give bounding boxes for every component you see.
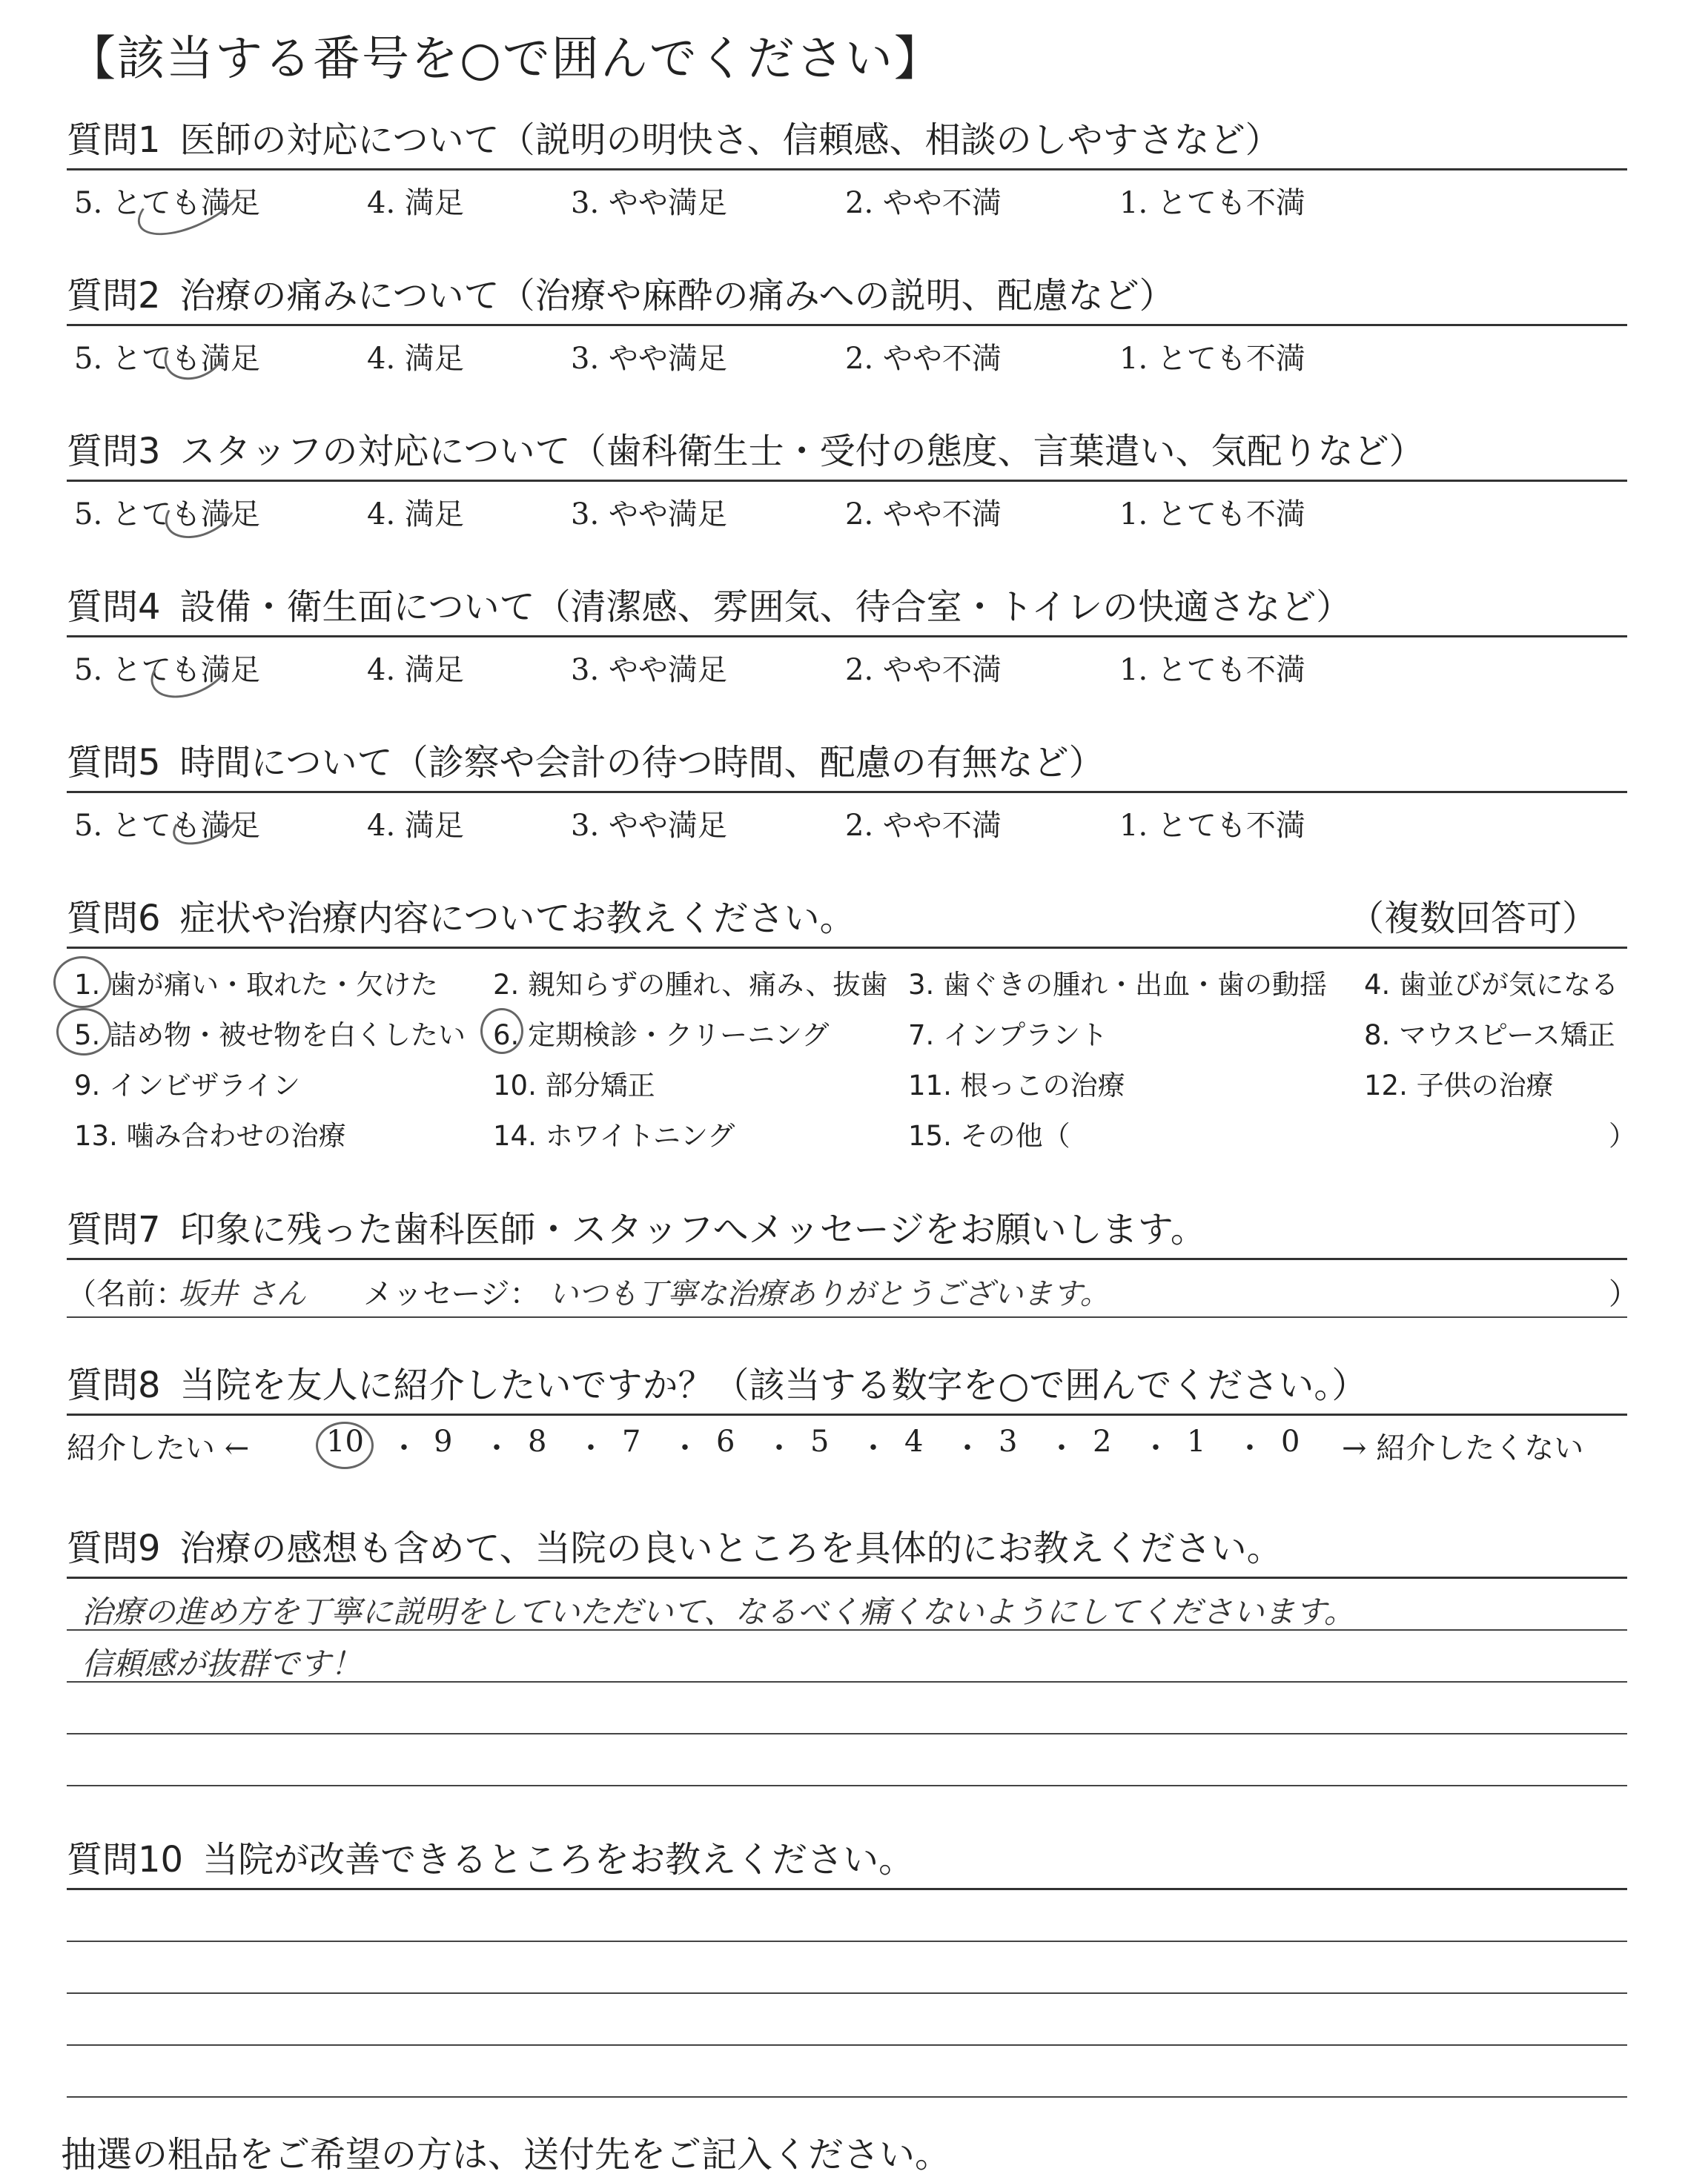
question-number: 質問6: [67, 898, 161, 939]
message-line: [67, 1260, 1638, 1318]
option-5[interactable]: 5. とても満足: [74, 186, 260, 220]
question-text: 治療の痛みについて（治療や麻酔の痛みへの説明、配慮など）: [179, 275, 1175, 317]
name-label: （名前：: [67, 1277, 185, 1311]
option-3[interactable]: 3. やや満足: [571, 342, 727, 376]
treatment-option-8[interactable]: 8. マウスピース矯正: [1364, 1019, 1615, 1051]
question-text: スタッフの対応について（歯科衛生士・受付の態度、言葉遣い、気配りなど）: [179, 431, 1425, 472]
scale-dot: ・: [953, 1431, 982, 1465]
question-1-header: [67, 119, 1627, 170]
option-3[interactable]: 3. やや満足: [571, 653, 727, 687]
scale-dot: ・: [1047, 1431, 1076, 1465]
question-10-header: [67, 1838, 1627, 1890]
option-2[interactable]: 2. やや不満: [845, 809, 1002, 843]
question-text: 印象に残った歯科医師・スタッフへメッセージをお願いします。: [179, 1209, 1206, 1250]
option-4[interactable]: 4. 満足: [367, 653, 464, 687]
scale-value-10[interactable]: 10: [326, 1425, 364, 1459]
option-4[interactable]: 4. 満足: [367, 809, 464, 843]
question-7: [67, 1208, 1638, 1318]
option-1[interactable]: 1. とても不満: [1119, 342, 1305, 376]
question-9-header: [67, 1527, 1627, 1579]
answer-lines[interactable]: [67, 1890, 1627, 2098]
scale-value-0[interactable]: 0: [1281, 1425, 1300, 1459]
question-text: 時間について（診察や会計の待つ時間、配慮の有無など）: [179, 742, 1105, 783]
option-4[interactable]: 4. 満足: [367, 342, 464, 376]
question-text: 治療の感想も含めて、当院の良いところを具体的にお教えください。: [179, 1528, 1282, 1569]
question-text: 当院が改善できるところをお教えください。: [202, 1839, 915, 1881]
scale-value-8[interactable]: 8: [528, 1425, 547, 1459]
rating-options: [67, 637, 1627, 689]
option-2[interactable]: 2. やや不満: [845, 342, 1002, 376]
treatment-option-10[interactable]: 10. 部分矯正: [493, 1070, 655, 1101]
answer-text: 信頼感が抜群です！: [82, 1646, 363, 1682]
option-5[interactable]: 5. とても満足: [74, 809, 260, 843]
answer-line: [67, 1631, 1627, 1683]
answer-text: 治療の進め方を丁寧に説明をしていただいて、なるべく痛くないようにしてくださいます。: [82, 1594, 1355, 1630]
question-3: [67, 430, 1627, 534]
option-4[interactable]: 4. 満足: [367, 497, 464, 531]
rating-options: [67, 170, 1627, 222]
option-4[interactable]: 4. 満足: [367, 186, 464, 220]
scale-value-6[interactable]: 6: [716, 1425, 735, 1459]
question-number: 質問3: [67, 431, 161, 472]
scale-dot: ・: [858, 1431, 888, 1465]
option-2[interactable]: 2. やや不満: [845, 497, 1002, 531]
option-3[interactable]: 3. やや満足: [571, 186, 727, 220]
option-1[interactable]: 1. とても不満: [1119, 186, 1305, 220]
scale-dot: ・: [670, 1431, 700, 1465]
scale-value-5[interactable]: 5: [810, 1425, 830, 1459]
question-6-header: [67, 897, 1627, 949]
scale-left-label: 紹介したい ←: [67, 1431, 250, 1465]
rating-options: [67, 793, 1627, 845]
question-1: [67, 119, 1627, 222]
treatment-option-7[interactable]: 7. インプラント: [908, 1019, 1108, 1051]
answer-line: [67, 1734, 1627, 1786]
option-3[interactable]: 3. やや満足: [571, 497, 727, 531]
scale-dot: ・: [482, 1431, 512, 1465]
treatment-option-13[interactable]: 13. 噛み合わせの治療: [74, 1120, 346, 1152]
recommend-scale: [67, 1416, 1627, 1468]
message-close-paren: ）: [1609, 1277, 1638, 1311]
question-number: 質問2: [67, 275, 161, 317]
scale-dot: ・: [1141, 1431, 1171, 1465]
option-1[interactable]: 1. とても不満: [1119, 497, 1305, 531]
question-3-header: [67, 430, 1627, 482]
question-2: [67, 274, 1627, 378]
other-close-paren: ）: [1609, 1120, 1636, 1152]
scale-value-2[interactable]: 2: [1093, 1425, 1112, 1459]
question-number: 質問7: [67, 1209, 161, 1250]
question-text: 症状や治療内容についてお教えください。: [179, 898, 855, 939]
option-5[interactable]: 5. とても満足: [74, 497, 260, 531]
question-text: 設備・衛生面について（清潔感、雰囲気、待合室・トイレの快適さなど）: [179, 586, 1352, 628]
question-2-header: [67, 274, 1627, 326]
scale-dot: ・: [764, 1431, 794, 1465]
question-6: [67, 897, 1636, 1164]
treatment-option-11[interactable]: 11. 根っこの治療: [908, 1070, 1125, 1101]
scale-dot: ・: [1235, 1431, 1265, 1465]
scale-value-4[interactable]: 4: [904, 1425, 924, 1459]
question-5: [67, 741, 1627, 845]
question-10: [67, 1838, 1627, 2098]
question-9: [67, 1527, 1627, 1786]
treatment-option-14[interactable]: 14. ホワイトニング: [493, 1120, 735, 1152]
option-5[interactable]: 5. とても満足: [74, 342, 260, 376]
question-4-header: [67, 586, 1627, 637]
question-number: 質問10: [67, 1839, 184, 1881]
answer-line: [67, 1994, 1627, 2046]
page-title: 【該当する番号を○で囲んでください】: [68, 32, 943, 87]
treatment-option-5[interactable]: 5. 詰め物・被せ物を白くしたい: [74, 1019, 466, 1051]
treatment-options: [67, 949, 1636, 1164]
treatment-option-1[interactable]: 1. 歯が痛い・取れた・欠けた: [74, 969, 439, 1001]
question-8: [67, 1364, 1627, 1468]
question-7-header: [67, 1208, 1627, 1260]
question-number: 質問1: [67, 119, 161, 161]
treatment-option-12[interactable]: 12. 子供の治療: [1364, 1070, 1554, 1101]
question-number: 質問9: [67, 1528, 161, 1569]
question-4: [67, 586, 1627, 689]
option-3[interactable]: 3. やや満足: [571, 809, 727, 843]
rating-options: [67, 482, 1627, 534]
question-text: 医師の対応について（説明の明快さ、信頼感、相談のしやすさなど）: [179, 119, 1281, 161]
multiple-answers-note: （複数回答可）: [1348, 898, 1598, 939]
prize-note: 抽選の粗品をご希望の方は、送付先をご記入ください。: [61, 2134, 951, 2176]
option-1[interactable]: 1. とても不満: [1119, 809, 1305, 843]
question-8-header: [67, 1364, 1627, 1416]
question-number: 質問4: [67, 586, 161, 628]
answer-line: [67, 2046, 1627, 2098]
option-2[interactable]: 2. やや不満: [845, 186, 1002, 220]
rating-options: [67, 326, 1627, 378]
name-value[interactable]: 坂井 さん: [178, 1277, 306, 1311]
scale-dot: ・: [389, 1431, 419, 1465]
question-text: 当院を友人に紹介したいですか？（該当する数字を○で囲んでください。）: [179, 1365, 1368, 1406]
answer-line: [67, 1890, 1627, 1942]
scale-value-1[interactable]: 1: [1187, 1425, 1206, 1459]
option-2[interactable]: 2. やや不満: [845, 653, 1002, 687]
message-value[interactable]: いつも丁寧な治療ありがとうございます。: [549, 1277, 1110, 1311]
question-number: 質問8: [67, 1365, 161, 1406]
answer-lines[interactable]: [67, 1579, 1627, 1786]
scale-right-label: → 紹介したくない: [1342, 1431, 1584, 1465]
option-1[interactable]: 1. とても不満: [1119, 653, 1305, 687]
scale-value-7[interactable]: 7: [622, 1425, 641, 1459]
question-5-header: [67, 741, 1627, 793]
treatment-option-9[interactable]: 9. インビザライン: [74, 1070, 300, 1101]
question-number: 質問5: [67, 742, 161, 783]
treatment-option-4[interactable]: 4. 歯並びが気になる: [1364, 969, 1619, 1001]
scale-dot: ・: [576, 1431, 606, 1465]
answer-line: [67, 1683, 1627, 1734]
treatment-option-2[interactable]: 2. 親知らずの腫れ、痛み、抜歯: [493, 969, 888, 1001]
treatment-option-15[interactable]: 15. その他（: [908, 1120, 1070, 1152]
scale-value-9[interactable]: 9: [434, 1425, 453, 1459]
treatment-option-3[interactable]: 3. 歯ぐきの腫れ・出血・歯の動揺: [908, 969, 1328, 1001]
answer-line: [67, 1942, 1627, 1994]
scale-value-3[interactable]: 3: [999, 1425, 1018, 1459]
treatment-option-6[interactable]: 6. 定期検診・クリーニング: [493, 1019, 830, 1051]
option-5[interactable]: 5. とても満足: [74, 653, 260, 687]
answer-line: [67, 1579, 1627, 1631]
message-label: メッセージ：: [363, 1277, 540, 1311]
